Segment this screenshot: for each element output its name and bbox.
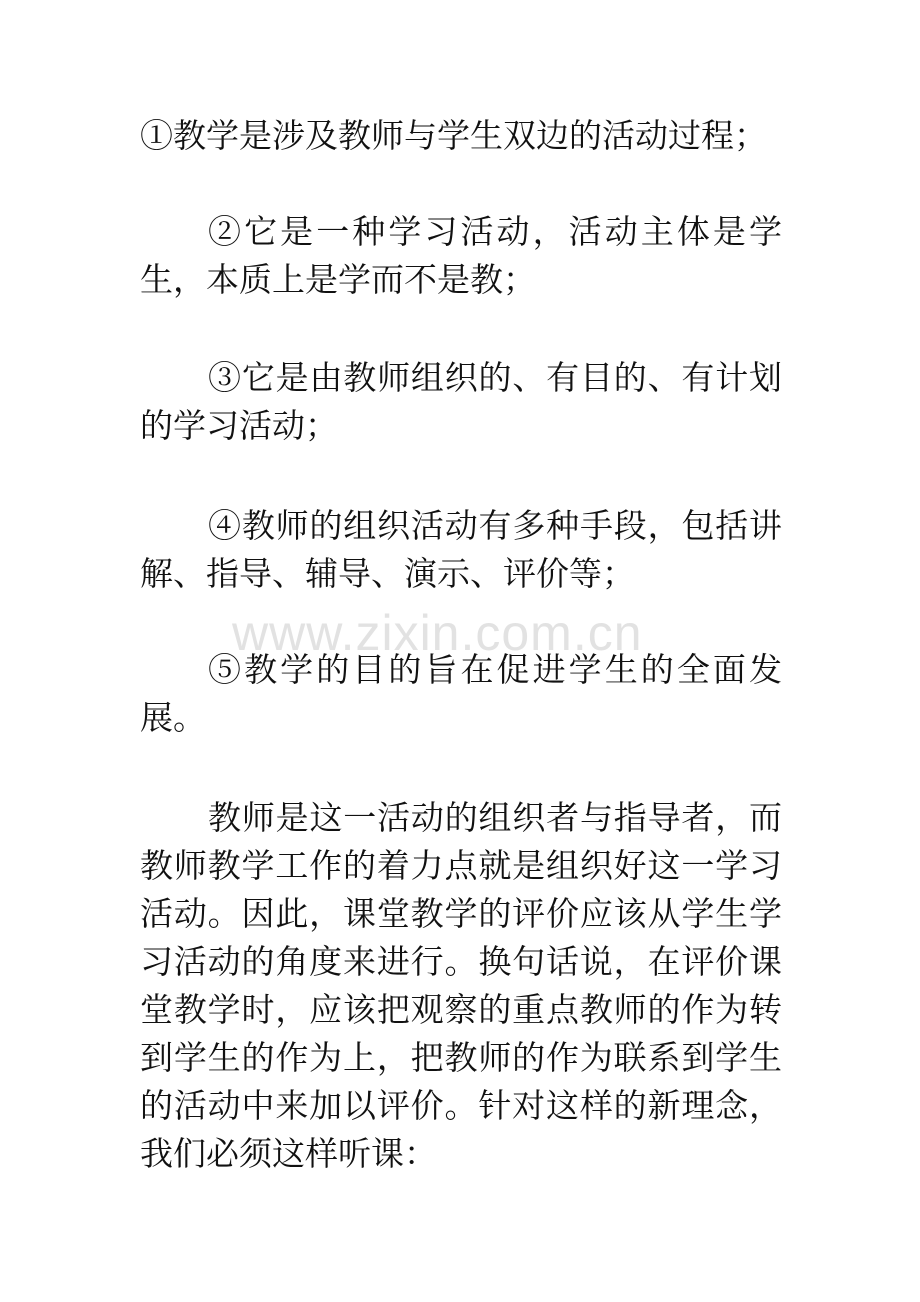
paragraph-2: ②它是一种学习活动，活动主体是学生，本质上是学而不是教； bbox=[140, 212, 782, 299]
paragraph-5: ⑤教学的目的旨在促进学生的全面发展。 bbox=[140, 650, 782, 737]
paragraph-6: 教师是这一活动的组织者与指导者，而教师教学工作的着力点就是组织好这一学习活动。因此，课堂教学的评价应该从学生学习活动的角度来进行。换句话说，在评价课堂教学时，应该把观察的重点教师的作为转到学生的作为上，把教师的作为联系到学生的活动中来加以评价。针对这样的新理念，我们必须这样听课： bbox=[140, 798, 782, 1173]
watermark: www.zixin.com.cn bbox=[232, 605, 643, 661]
paragraph-1: ①教学是涉及教师与学生双边的活动过程； bbox=[140, 116, 767, 155]
document-body bbox=[140, 112, 782, 1178]
paragraph-3: ③它是由教师组织的、有目的、有计划的学习活动； bbox=[140, 358, 782, 445]
paragraph-4: ④教师的组织活动有多种手段，包括讲解、指导、辅导、演示、评价等； bbox=[140, 506, 782, 593]
